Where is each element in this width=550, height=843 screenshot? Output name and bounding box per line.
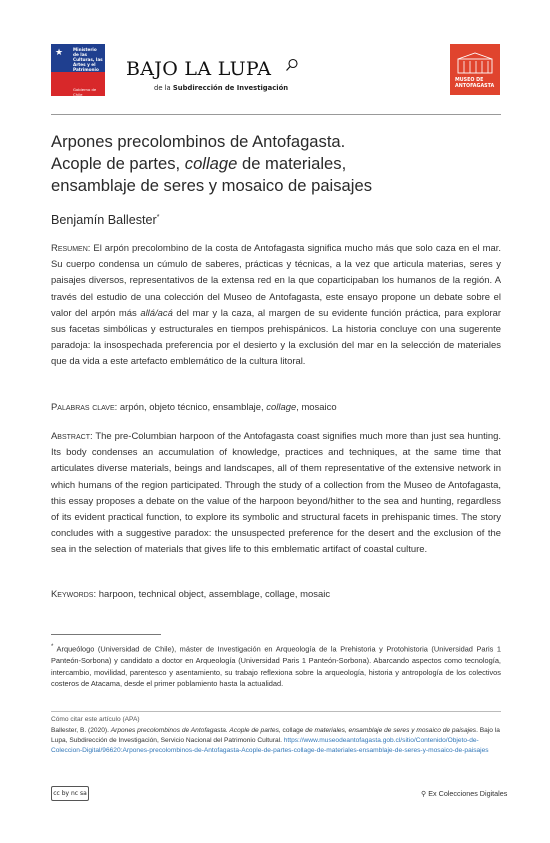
ex-colecciones-label: ⚲ Ex Colecciones Digitales (421, 789, 508, 798)
gob-chile-text: Gobierno de Chile (73, 87, 97, 96)
article-author: Benjamín Ballester* (51, 213, 160, 227)
creative-commons-badge[interactable]: cc by nc sa (51, 786, 89, 801)
resumen-paragraph: Resumen: El arpón precolombino de la costa de Antofagasta significa mucho más que solo caza en el mar. Su cuerpo condensa un cúmulo de saberes, prácticas y técnicas, a la vez que articula materias, seres y paisajes diversos, representativos de la extensa red en la que coparticipaban los humanos de la región. A través del estudio de una colección del Museo de Antofagasta, este ensayo propone un debate sobre el valor del arpón más allá/acá del mar y la caza, al margen de su evidente función práctica, para explorar sus facetas simbólicas y estructurales en tiempos prehispánicos. La historia concluye con una sugerente paradoja: la insospechada preferencia por el desierto y la exclusión del mar en la selección de materiales que da vida a este artefacto emblemático de la cultura litoral. (51, 243, 501, 368)
resumen-label: Resumen: (51, 243, 91, 254)
museo-antofagasta-logo (450, 44, 500, 95)
series-subtitle (154, 84, 288, 92)
header-divider (51, 114, 501, 115)
keywords-label: Keywords: (51, 589, 97, 600)
citation-text: Ballester, B. (2020). Arpones precolombinos de Antofagasta. Acople de partes, collage de materiales, ensamblaje de seres y mosaico de paisajes. Bajo la Lupa, Subdirección de Investigación, Servicio Nacional del Patrimonio Cultural. https://www.museodeantofagasta.gob.cl/sitio/Contenido/Objeto-de-Coleccion-Digital/96620:Arpones-precolombinos-de-Antofagasta-Acople-de-partes-collage-de-materiales-ensamblaje-de-seres-y-mosaico-de-paisajes (51, 727, 500, 755)
museo-name: MUSEO DE ANTOFAGASTA (455, 78, 495, 89)
museum-building-icon (456, 51, 494, 75)
footnote-divider (51, 634, 161, 635)
keywords-paragraph: Keywords: harpoon, technical object, assemblage, collage, mosaic (51, 589, 331, 600)
star-icon: ★ (55, 48, 64, 58)
gob-ministry-text: Ministerio de las Culturas, las Artes y el Patrimonio (73, 47, 103, 72)
palabras-clave-label: Palabras clave: (51, 402, 118, 413)
citation-url-link[interactable]: https://www.museodeantofagasta.gob.cl/sitio/Contenido/Objeto-de-Coleccion-Digital/96620:Arpones-precolombinos-de-Antofagasta-Acople-de-partes-collage-de-materiales-ensamblaje-de-seres-y-mosaico-de-paisajes (51, 737, 489, 755)
magnifier-icon (285, 58, 299, 72)
author-footnote: * Arqueólogo (Universidad de Chile), máster de Investigación en Arqueología de la Prehistoria y Protohistoria (Universidad Paris 1 Panteón-Sorbona) y candidato a doctor en Arqueología (Universidad Paris 1 Panteón-Sorbona). Abarcando aspectos como tecnología, intercambio, movilidad, parentesco y asentamiento, su trabajo reflexiona sobre la arqueología, historia y antropología de los colectivos costeros de Atacama, desde el primer poblamiento hasta la actualidad. (51, 643, 501, 689)
abstract-label: Abstract: (51, 431, 93, 442)
citation-label: Cómo citar este artículo (APA) (51, 716, 140, 723)
series-title: BAJO LA LUPA (126, 58, 272, 80)
article-title: Arpones precolombinos de Antofagasta. Acople de partes, collage de materiales, ensamblaje de seres y mosaico de paisajes (51, 132, 372, 195)
subtitle-org: Subdirección de Investigación (172, 84, 289, 92)
citation-divider (51, 711, 501, 712)
abstract-paragraph: Abstract: The pre-Columbian harpoon of the Antofagasta coast signifies much more than just sea hunting. Its body condenses an accumulation of knowledge, practices and techniques, at the same time that articulates diverse materials, beings and landscapes, all of them representative of the extensive network in which humans of the region participated. Through the study of a collection from the Museo de Antofagasta, this essay proposes a debate on the value of the harpoon beyond/hither to the sea and hunting, regardless of its evident practical function, to explore its symbolic and structural facets in prehispanic times. The story concludes with a suggestive paradox: the unsuspected preference for the desert and the exclusion of the sea in the selection of materials that gives life to this emblematic artifact of coastal culture. (51, 431, 501, 556)
palabras-clave-paragraph: Palabras clave: arpón, objeto técnico, ensamblaje, collage, mosaico (51, 402, 337, 413)
magnifier-small-icon: ⚲ (421, 789, 427, 798)
subtitle-prefix: de la (154, 84, 171, 92)
gobierno-de-chile-logo (51, 44, 105, 96)
